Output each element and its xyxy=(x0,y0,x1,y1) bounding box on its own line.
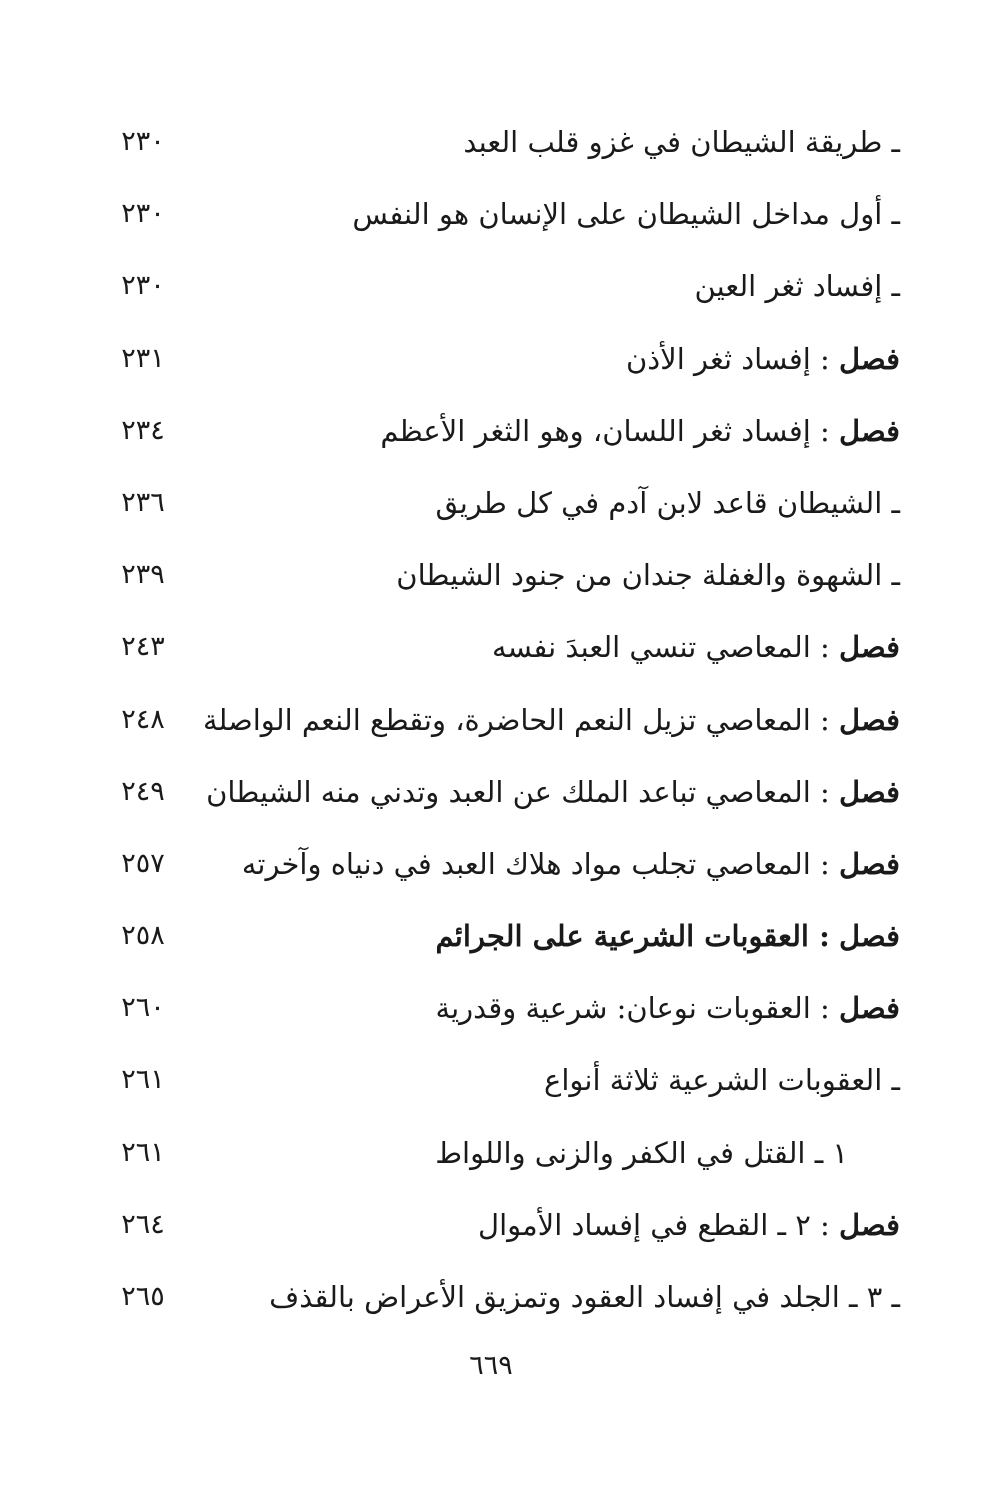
toc-entry xyxy=(100,545,900,617)
toc-entry-text xyxy=(478,1203,900,1247)
toc-entry xyxy=(100,256,900,328)
toc-entry-title: : إفساد ثغر الأذن xyxy=(625,341,830,376)
toc-entry-title: : المعاصي تزيل النعم الحاضرة، وتقطع النعم الواصلة xyxy=(202,702,830,737)
toc-entry-page-number: ٢٣٦ xyxy=(121,486,165,518)
toc-entry-title: : إفساد ثغر اللسان، وهو الثغر الأعظم xyxy=(380,413,830,448)
toc-entry-text xyxy=(544,1058,900,1102)
toc-entry xyxy=(100,762,900,834)
toc-entry-text xyxy=(396,553,900,597)
toc-entry-page-number: ٢٤٨ xyxy=(121,703,165,735)
toc-entry-prefix: فصل xyxy=(839,341,900,376)
toc-entry-title: ـ طريقة الشيطان في غزو قلب العبد xyxy=(463,125,900,159)
toc-entry-title: ـ أول مداخل الشيطان على الإنسان هو النفس xyxy=(352,197,900,232)
toc-entry-text xyxy=(626,337,900,381)
toc-entry-title: : ٢ ـ القطع في إفساد الأموال xyxy=(478,1207,830,1242)
toc-entry-title: : العقوبات الشرعية على الجرائم xyxy=(435,919,830,954)
toc-entry-prefix: فصل xyxy=(839,1207,900,1242)
toc-entry-page-number: ٢٣٩ xyxy=(121,559,165,591)
toc-entry-title: ـ الشيطان قاعد لابن آدم في كل طريق xyxy=(435,485,900,520)
toc-entry-text xyxy=(206,770,900,814)
table-of-contents xyxy=(100,112,900,1339)
toc-entry-page-number: ٢٣١ xyxy=(121,342,165,374)
toc-entry xyxy=(100,1195,900,1267)
toc-entry-prefix: فصل xyxy=(839,413,900,448)
toc-entry xyxy=(100,617,900,689)
toc-entry-text xyxy=(380,409,900,453)
toc-entry-title: ـ الشهوة والغفلة جندان من جنود الشيطان xyxy=(396,558,900,593)
toc-entry-prefix: فصل xyxy=(839,846,900,881)
toc-entry-title: ـ إفساد ثغر العين xyxy=(694,269,900,304)
toc-entry-page-number: ٢٥٨ xyxy=(121,920,165,952)
toc-entry-prefix: فصل xyxy=(839,774,900,809)
toc-entry-page-number: ٢٦٥ xyxy=(121,1281,165,1312)
toc-entry-page-number: ٢٥٧ xyxy=(121,847,165,879)
toc-entry xyxy=(100,1267,900,1339)
toc-entry-page-number: ٢٤٩ xyxy=(121,775,165,807)
toc-entry-text xyxy=(492,625,900,669)
toc-entry-text xyxy=(435,914,900,958)
toc-entry-page-number: ٢٣٤ xyxy=(121,414,165,446)
toc-entry-prefix: فصل xyxy=(839,702,900,737)
toc-entry-title: ـ العقوبات الشرعية ثلاثة أنواع xyxy=(544,1063,900,1098)
toc-entry xyxy=(100,690,900,762)
toc-entry-page-number: ٢٦٤ xyxy=(121,1208,165,1240)
toc-entry-title: : المعاصي تباعد الملك عن العبد وتدني منه الشيطان xyxy=(206,774,830,809)
toc-entry-text xyxy=(436,986,900,1030)
toc-entry xyxy=(100,112,900,184)
toc-entry-page-number: ٢٦١ xyxy=(121,1064,165,1096)
toc-entry xyxy=(100,184,900,256)
toc-entry-title: : المعاصي تجلب مواد هلاك العبد في دنياه وآخرته xyxy=(241,846,830,881)
toc-entry xyxy=(100,1123,900,1195)
toc-entry-text xyxy=(463,120,900,164)
toc-entry-title: ـ ٣ ـ الجلد في إفساد العقود وتمزيق الأعراض بالقذف xyxy=(269,1280,900,1314)
toc-entry-text xyxy=(242,842,900,886)
toc-entry-title: : المعاصي تنسي العبدَ نفسه xyxy=(491,630,830,665)
toc-entry-page-number: ٢٣٠ xyxy=(121,126,165,157)
toc-entry-page-number: ٢٣٠ xyxy=(121,198,165,230)
page-folio-number: ٦٦٩ xyxy=(469,1350,513,1381)
toc-entry xyxy=(100,329,900,401)
toc-entry-prefix: فصل xyxy=(839,991,900,1026)
toc-entry-text xyxy=(203,698,900,742)
toc-entry-text xyxy=(695,264,900,308)
toc-entry xyxy=(100,906,900,978)
toc-entry xyxy=(100,473,900,545)
toc-entry-page-number: ٢٣٠ xyxy=(121,270,165,302)
toc-entry-prefix: فصل xyxy=(839,919,900,954)
toc-entry xyxy=(100,401,900,473)
toc-entry-text xyxy=(436,481,900,525)
toc-entry xyxy=(100,834,900,906)
toc-entry-text xyxy=(269,1275,900,1319)
toc-entry-text xyxy=(352,192,900,236)
toc-entry-page-number: ٢٦٠ xyxy=(121,992,165,1024)
toc-entry-page-number: ٢٦١ xyxy=(121,1136,165,1168)
toc-entry-title: : العقوبات نوعان: شرعية وقدرية xyxy=(435,991,830,1026)
toc-entry xyxy=(100,978,900,1050)
toc-entry xyxy=(100,1050,900,1122)
toc-entry-prefix: فصل xyxy=(839,630,900,665)
toc-entry-page-number: ٢٤٣ xyxy=(121,631,165,663)
toc-entry-title: ١ ـ القتل في الكفر والزنى واللواط xyxy=(435,1135,848,1170)
toc-entry-text xyxy=(435,1131,848,1175)
